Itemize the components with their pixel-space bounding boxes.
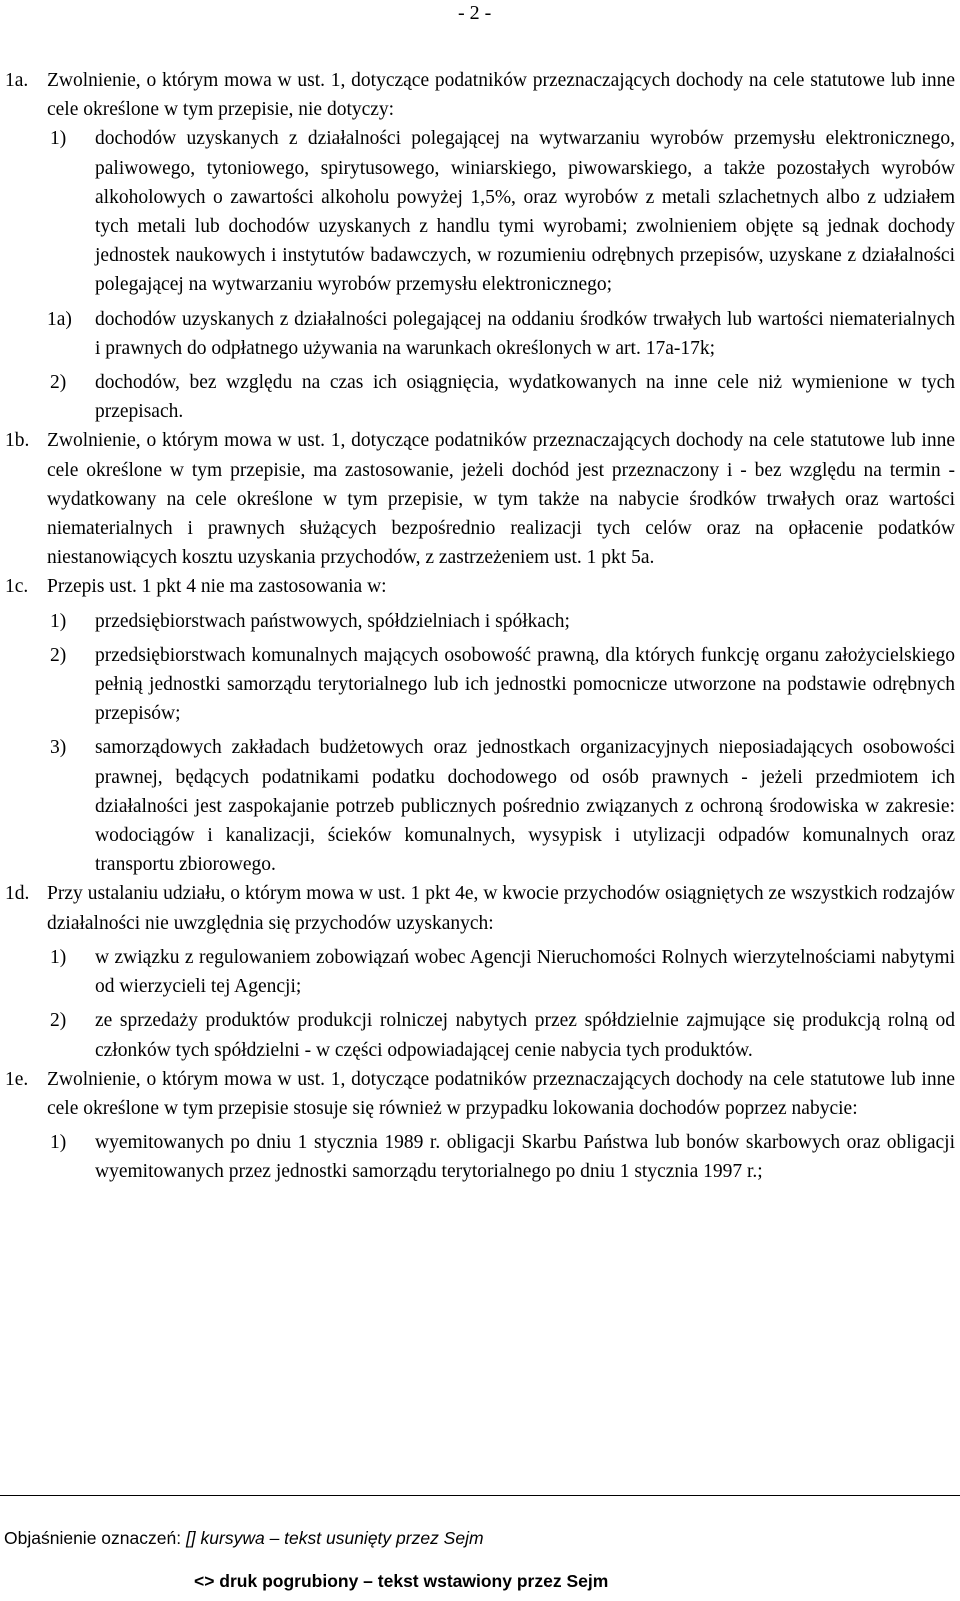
section-1d bbox=[5, 879, 955, 937]
item-text: przedsiębiorstwach komunalnych mających osobowość prawną, dla których funkcję organu założycielskiego pełnią jednostki samorządu terytorialnego lub ich jednostki pomocnicze utworzone na podstawie odrębnych przepisów; bbox=[95, 644, 955, 725]
list-item bbox=[5, 1128, 955, 1186]
section-text: Przy ustalaniu udziału, o którym mowa w ust. 1 pkt 4e, w kwocie przychodów osiągniętych ze wszystkich rodzajów działalności nie uwzględnia się przychodów uzyskanych: bbox=[47, 883, 955, 934]
item-text: dochodów uzyskanych z działalności polegającej na wytwarzaniu wyrobów przemysłu elektronicznego, paliwowego, tytoniowego, spirytusowego, winiarskiego, piwowarskiego, a także pozostałych wyrobów alkoholowych o zawartości alkoholu powyżej 1,5%, oraz wyrobów z metali szlachetnych albo z udziałem tych metali lub dochodów uzyskanych z handlu tymi wyrobami; zwolnieniem objęte są jednak dochody jednostek naukowych i instytutów badawczych, w rozumieniu odrębnych przepisów, uzyskane z działalności polegającej na wytwarzaniu wyrobów przemysłu elektronicznego; bbox=[95, 128, 955, 296]
item-text: dochodów uzyskanych z działalności polegającej na oddaniu środków trwałych lub wartości niematerialnych i prawnych do odpłatnego używania na warunkach określonych w art. 17a-17k; bbox=[95, 308, 955, 359]
item-number: 1) bbox=[50, 946, 67, 968]
section-1c bbox=[5, 572, 955, 601]
item-text: dochodów, bez względu na czas ich osiągnięcia, wydatkowanych na inne cele niż wymienione w tych przepisach. bbox=[95, 372, 955, 423]
item-number: 1) bbox=[50, 128, 67, 150]
section-text: Zwolnienie, o którym mowa w ust. 1, dotyczące podatników przeznaczających dochody na cele statutowe lub inne cele określone w tym przepisie, ma zastosowanie, jeżeli dochód jest przeznaczony i - bez względu na termin - wydatkowany na cele określone w tym przepisie, w tym także na nabycie środków trwałych oraz wartości niematerialnych i prawnych służących bezpośrednio realizacji tych celów oraz na opłacenie podatków niestanowiących kosztu uzyskania przychodów, z zastrzeżeniem ust. 1 pkt 5a. bbox=[47, 430, 955, 569]
document-body bbox=[5, 66, 955, 1187]
list-item bbox=[5, 733, 955, 879]
list-item bbox=[5, 368, 955, 426]
list-item bbox=[5, 607, 955, 636]
section-number: 1e. bbox=[5, 1068, 29, 1090]
section-text: Zwolnienie, o którym mowa w ust. 1, dotyczące podatników przeznaczających dochody na cele statutowe lub inne cele określone w tym przepisie, nie dotyczy: bbox=[47, 70, 955, 121]
list-item bbox=[5, 943, 955, 1001]
section-1a-items bbox=[5, 124, 955, 426]
legend-line-1 bbox=[4, 1528, 484, 1549]
item-number: 1a) bbox=[47, 308, 72, 330]
list-item bbox=[5, 305, 955, 363]
legend-label: Objaśnienie oznaczeń: bbox=[4, 1528, 182, 1548]
legend-italic: [] kursywa – tekst usunięty przez Sejm bbox=[185, 1528, 484, 1548]
section-1e bbox=[5, 1065, 955, 1123]
item-text: samorządowych zakładach budżetowych oraz jednostkach organizacyjnych nieposiadających osobowości prawnej, będących podatnikami podatku dochodowego od osób prawnych - jeżeli przedmiotem ich działalności jest zaspokajanie potrzeb publicznych pośrednio związanych z ochroną środowiska w zakresie: wodociągów i kanalizacji, ścieków komunalnych, wysypisk i utylizacji odpadów komunalnych oraz transportu zbiorowego. bbox=[95, 737, 955, 876]
item-number: 3) bbox=[50, 737, 67, 759]
section-text: Przepis ust. 1 pkt 4 nie ma zastosowania w: bbox=[47, 576, 387, 598]
page-number: - 2 - bbox=[458, 2, 492, 24]
item-number: 2) bbox=[50, 644, 67, 666]
legend-line-2: <> druk pogrubiony – tekst wstawiony przez Sejm bbox=[194, 1571, 609, 1591]
list-item bbox=[5, 124, 955, 299]
item-text: w związku z regulowaniem zobowiązań wobec Agencji Nieruchomości Rolnych wierzytelnościami nabytymi od wierzycieli tej Agencji; bbox=[95, 946, 955, 998]
section-number: 1c. bbox=[5, 576, 29, 598]
item-number: 2) bbox=[50, 1010, 67, 1032]
item-number: 1) bbox=[50, 610, 67, 632]
section-1e-items bbox=[5, 1128, 955, 1186]
item-text: ze sprzedaży produktów produkcji rolniczej nabytych przez spółdzielnie zajmujące się produkcją rolną od członków tych spółdzielni - w części odpowiadającej cenie nabycia tych produktów. bbox=[95, 1010, 955, 1061]
section-number: 1a. bbox=[5, 70, 29, 91]
item-number: 1) bbox=[50, 1132, 67, 1154]
footer-divider bbox=[0, 1495, 960, 1496]
section-1b bbox=[5, 426, 955, 572]
section-number: 1b. bbox=[5, 430, 30, 452]
section-number: 1d. bbox=[5, 883, 30, 905]
list-item bbox=[5, 1006, 955, 1064]
section-text: Zwolnienie, o którym mowa w ust. 1, dotyczące podatników przeznaczających dochody na cele statutowe lub inne cele określone w tym przepisie stosuje się również w przypadku lokowania dochodów poprzez nabycie: bbox=[47, 1068, 955, 1119]
item-text: wyemitowanych po dniu 1 stycznia 1989 r. obligacji Skarbu Państwa lub bonów skarbowych oraz obligacji wyemitowanych przez jednostki samorządu terytorialnego po dniu 1 stycznia 1997 r.; bbox=[95, 1132, 955, 1183]
section-1a bbox=[5, 66, 955, 124]
section-1c-items bbox=[5, 607, 955, 880]
list-item bbox=[5, 641, 955, 729]
item-text: przedsiębiorstwach państwowych, spółdzielniach i spółkach; bbox=[95, 610, 570, 632]
section-1d-items bbox=[5, 943, 955, 1065]
item-number: 2) bbox=[50, 372, 67, 394]
